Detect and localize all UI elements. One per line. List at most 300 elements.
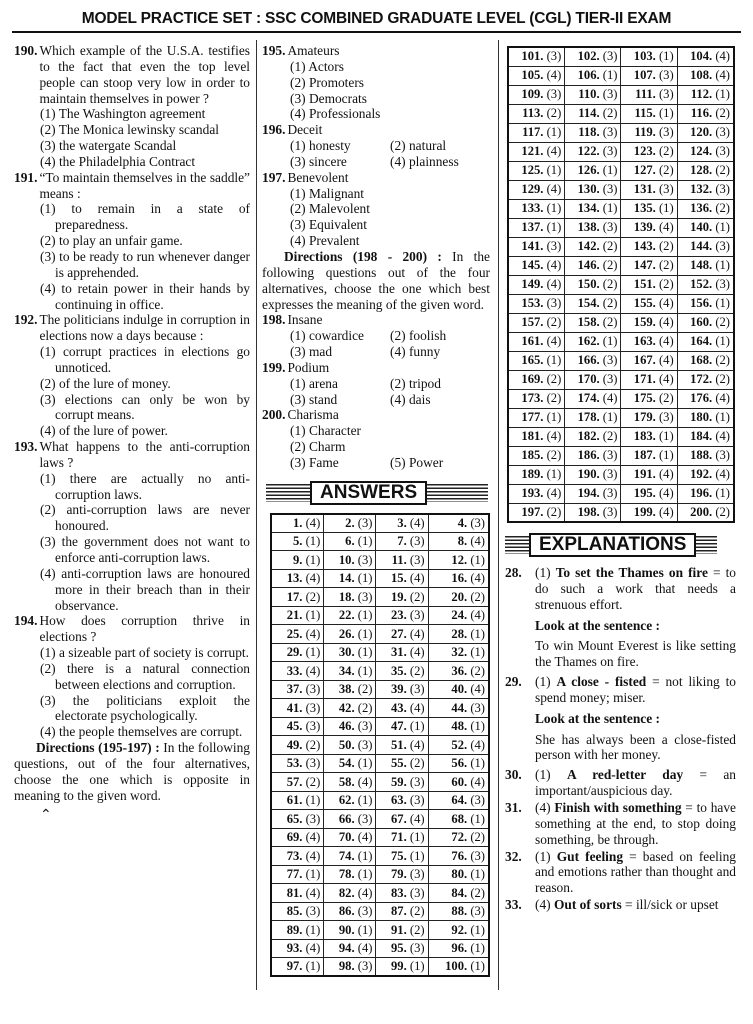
- option: (1) arena: [290, 375, 338, 391]
- answer-option: (2): [470, 885, 485, 900]
- answer-option: (2): [658, 144, 674, 158]
- answer-option: (3): [658, 410, 674, 424]
- question-text: Which example of the U.S.A. testifies to the fact that even the top level people can stoop very low in order to maintain themselves in power ?: [39, 43, 250, 106]
- option-row: [40, 724, 250, 740]
- question-number: 115.: [634, 106, 656, 120]
- answer-cell: [677, 85, 734, 104]
- answer-cell: [428, 884, 489, 903]
- answer-row: [271, 699, 489, 718]
- question-stem: [14, 439, 250, 471]
- answer-option: (1): [357, 626, 373, 641]
- explanations-heading: EXPLANATIONS: [529, 533, 696, 557]
- answer-cell: [621, 123, 677, 142]
- option-row: [40, 534, 250, 566]
- answer-row: [271, 865, 489, 884]
- option-row: [40, 645, 250, 661]
- answer-option: (3): [409, 941, 425, 956]
- options: [262, 186, 490, 249]
- question-number: 143.: [633, 239, 656, 253]
- answer-option: (1): [658, 429, 674, 443]
- question-number: 73.: [286, 848, 303, 863]
- answer-cell: [428, 625, 489, 644]
- answer-cell: [621, 237, 677, 256]
- question-stem: [14, 312, 250, 344]
- answer-option: (3): [305, 719, 321, 734]
- answer-option: (3): [409, 608, 425, 623]
- answer-cell: [324, 606, 376, 625]
- question-stem: [262, 407, 490, 423]
- option: (4) to retain power in their hands by continuing in office.: [40, 280, 250, 312]
- option: (3) the watergate Scandal: [40, 138, 177, 154]
- answer-cell: [565, 446, 621, 465]
- question-number: 63.: [390, 793, 407, 808]
- question-stem: [14, 170, 250, 202]
- question-text: What happens to the anti-corruption laws ?: [39, 439, 250, 470]
- question-number: 194.: [14, 613, 38, 629]
- answer-option: (2): [658, 258, 674, 272]
- answer-option: (1): [470, 645, 485, 660]
- answer-option: (1): [357, 663, 373, 678]
- question-number: 3.: [397, 515, 407, 530]
- question-number: 107.: [633, 68, 656, 82]
- answer-option: (1): [470, 626, 485, 641]
- question-number: 108.: [690, 68, 713, 82]
- answer-option: (3): [715, 144, 730, 158]
- answer-cell: [271, 569, 324, 588]
- option: (5) Power: [390, 454, 444, 470]
- explanation-body: [535, 674, 736, 706]
- answer-cell: [677, 408, 734, 427]
- answer-cell: [621, 199, 677, 218]
- question-number: 144.: [690, 239, 713, 253]
- question-number: 41.: [286, 700, 303, 715]
- question-number: 68.: [451, 811, 468, 826]
- answer-cell: [621, 180, 677, 199]
- answer-option: (3): [409, 867, 425, 882]
- question-number: 16.: [451, 571, 468, 586]
- question-number: 17.: [286, 589, 303, 604]
- explanation-definition: = not liking to spend money; miser.: [535, 674, 736, 705]
- left-column: [14, 43, 250, 823]
- answer-cell: [677, 104, 734, 123]
- answer-option: (1): [305, 922, 321, 937]
- question: [262, 312, 490, 360]
- question-stem: [262, 312, 490, 328]
- answer-option: (1): [357, 645, 373, 660]
- answer-cell: [376, 884, 428, 903]
- answer-cell: [508, 161, 565, 180]
- question-number: 162.: [577, 334, 600, 348]
- answer-option: (4): [470, 774, 485, 789]
- question-number: 146.: [577, 258, 600, 272]
- answer-option: (3): [546, 49, 562, 64]
- answer-cell: [565, 370, 621, 389]
- answer-cell: [271, 865, 324, 884]
- option-row: [40, 233, 250, 249]
- answer-cell: [677, 484, 734, 503]
- answer-cell: [677, 142, 734, 161]
- answer-option: (3): [357, 552, 373, 567]
- answer-row: [508, 123, 734, 142]
- answer-cell: [271, 902, 324, 921]
- question-text: Podium: [287, 359, 330, 375]
- question-stem: [262, 122, 490, 138]
- answer-cell: [376, 828, 428, 847]
- answer-option: (4): [658, 372, 674, 386]
- answer-option: (1): [470, 922, 485, 937]
- answer-option: (2): [546, 372, 562, 386]
- answer-option: (2): [715, 106, 730, 120]
- question-number: 87.: [390, 904, 407, 919]
- option: (2) there is a natural connection between elections and corruption.: [40, 660, 250, 692]
- answer-option: (3): [546, 296, 562, 310]
- question-number: 57.: [286, 774, 303, 789]
- answer-cell: [324, 939, 376, 958]
- answer-cell: [677, 370, 734, 389]
- answer-option: (1): [470, 811, 485, 826]
- answer-row: [271, 680, 489, 699]
- question-number: 45.: [286, 719, 303, 734]
- question-number: 180.: [690, 410, 713, 424]
- question-number: 195.: [633, 486, 656, 500]
- answer-cell: [324, 625, 376, 644]
- explanation-term: A close - fisted: [556, 674, 647, 690]
- answer-cell: [376, 958, 428, 977]
- answer-option: (2): [470, 830, 485, 845]
- answer-option: (1): [357, 534, 373, 549]
- answer-option: (1): [470, 552, 485, 567]
- answer-cell: [677, 389, 734, 408]
- answer-option: (1): [715, 258, 730, 272]
- directions-198-200: [262, 249, 490, 312]
- decorative-stripes: [696, 536, 717, 554]
- question-number: 182.: [577, 429, 600, 443]
- answer-cell: [376, 902, 428, 921]
- explanation-item: [505, 897, 736, 913]
- decorative-stripes: [505, 536, 529, 554]
- question-number: 81.: [286, 885, 303, 900]
- answer-option: (4): [470, 682, 485, 697]
- answer-cell: [677, 503, 734, 522]
- question-number: 12.: [451, 552, 468, 567]
- answer-cell: [565, 161, 621, 180]
- answer-cell: [271, 828, 324, 847]
- question-number: 196.: [690, 486, 713, 500]
- answer-option: (1): [409, 830, 425, 845]
- question-number: 127.: [633, 163, 656, 177]
- answer-cell: [508, 47, 565, 66]
- answer-option: (2): [602, 296, 618, 310]
- question-number: 23.: [390, 608, 407, 623]
- explanation-definition: = based on feeling and emotions rather than thought and reason.: [535, 848, 737, 896]
- answer-row: [508, 370, 734, 389]
- question-number: 152.: [690, 277, 713, 291]
- answer-option: (2): [546, 315, 562, 329]
- question-number: 84.: [451, 885, 468, 900]
- answer-option: (4): [305, 515, 321, 530]
- question: [262, 170, 490, 249]
- question: [262, 43, 490, 122]
- question-number: 91.: [390, 922, 407, 937]
- answer-option: (2): [602, 277, 618, 291]
- option: (1) to remain in a state of preparedness.: [40, 201, 250, 233]
- answer-option: (1): [546, 201, 562, 215]
- answer-cell: [508, 180, 565, 199]
- question-number: 22.: [338, 608, 355, 623]
- answer-cell: [271, 958, 324, 977]
- answer-cell: [677, 180, 734, 199]
- question-stem: [262, 43, 490, 59]
- answer-option: (3): [357, 959, 373, 974]
- answer-cell: [376, 939, 428, 958]
- question: [262, 360, 490, 408]
- answer-option: (3): [715, 277, 730, 291]
- question-number: 160.: [690, 315, 713, 329]
- option: (4) anti-corruption laws are honoured more in their breach than in their observance.: [40, 565, 250, 613]
- question-number: 132.: [690, 182, 713, 196]
- question-number: 191.: [633, 467, 656, 481]
- answer-row: [271, 551, 489, 570]
- answer-option: (1): [470, 867, 485, 882]
- answer-option: (2): [602, 315, 618, 329]
- question-number: 159.: [633, 315, 656, 329]
- option: (1) corrupt practices in elections go unnoticed.: [40, 344, 250, 375]
- answer-option: (3): [602, 87, 618, 101]
- answer-option: (3): [357, 515, 373, 530]
- answer-cell: [324, 828, 376, 847]
- option: (3) sincere: [290, 153, 347, 169]
- answer-cell: [324, 884, 376, 903]
- answer-cell: [324, 680, 376, 699]
- answer-option: (1): [357, 922, 373, 937]
- question-number: 32.: [451, 645, 468, 660]
- answer-cell: [508, 332, 565, 351]
- answer-row: [508, 332, 734, 351]
- question-number: 14.: [338, 571, 355, 586]
- answer-option: (3): [409, 682, 425, 697]
- explanation-number: 32.: [505, 848, 522, 864]
- answer-option: (1): [602, 334, 618, 348]
- question-number: 82.: [338, 885, 355, 900]
- question-number: 26.: [338, 626, 355, 641]
- answer-cell: [621, 484, 677, 503]
- answer-option: (3): [715, 448, 730, 462]
- option-row: [40, 471, 250, 503]
- answer-option: (3): [409, 534, 425, 549]
- answer-cell: [677, 275, 734, 294]
- question-number: 200.: [690, 504, 713, 519]
- question-number: 52.: [451, 737, 468, 752]
- answer-cell: [376, 717, 428, 736]
- answer-option: (3): [715, 182, 730, 196]
- question-number: 186.: [577, 448, 600, 462]
- answer-cell: [271, 773, 324, 792]
- answer-option: (3): [357, 719, 373, 734]
- answer-cell: [621, 427, 677, 446]
- answer-option: (1): [470, 719, 485, 734]
- question-number: 192.: [690, 467, 713, 481]
- middle-questions-b: [262, 312, 490, 470]
- question-number: 7.: [397, 534, 407, 549]
- answer-option: (2): [715, 315, 730, 329]
- answer-cell: [376, 625, 428, 644]
- question-number: 197.: [262, 169, 286, 185]
- answer-cell: [271, 680, 324, 699]
- question-number: 72.: [451, 830, 468, 845]
- explanation-number: 29.: [505, 674, 522, 690]
- option: (1) cowardice: [290, 328, 364, 344]
- question-number: 96.: [451, 941, 468, 956]
- question: [14, 170, 250, 313]
- question-stem: [14, 43, 250, 106]
- question-number: 94.: [338, 941, 355, 956]
- answer-option: (4): [546, 68, 562, 82]
- question-number: 176.: [690, 391, 713, 405]
- answer-cell: [621, 161, 677, 180]
- answer-cell: [271, 532, 324, 551]
- answer-cell: [565, 389, 621, 408]
- question-number: 189.: [521, 467, 544, 481]
- answer-row: [271, 717, 489, 736]
- option: (3) elections can only be won by corrupt means.: [40, 391, 250, 423]
- explanation-answer: (4): [535, 799, 551, 815]
- answer-option: (1): [602, 163, 618, 177]
- answer-cell: [324, 902, 376, 921]
- answer-option: (2): [409, 589, 425, 604]
- answer-option: (4): [546, 486, 562, 500]
- option: (3) to be ready to run whenever danger is apprehended.: [40, 248, 250, 280]
- answer-option: (1): [602, 201, 618, 215]
- question-number: 120.: [690, 125, 713, 139]
- explanations-banner: [505, 533, 717, 557]
- answer-option: (3): [658, 87, 674, 101]
- option-row: [290, 154, 490, 170]
- answer-option: (3): [305, 682, 321, 697]
- answer-cell: [565, 503, 621, 522]
- option-row: [40, 423, 250, 439]
- answer-option: (1): [305, 534, 321, 549]
- answer-option: (3): [409, 774, 425, 789]
- answer-option: (3): [357, 904, 373, 919]
- answer-cell: [428, 514, 489, 533]
- answer-cell: [508, 370, 565, 389]
- explanation-item: [505, 800, 736, 848]
- explanation-answer: (1): [535, 767, 551, 783]
- answer-cell: [376, 606, 428, 625]
- option: (2) Charm: [290, 439, 346, 455]
- answer-option: (1): [546, 125, 562, 139]
- answer-cell: [565, 332, 621, 351]
- answer-cell: [271, 791, 324, 810]
- question-number: 131.: [633, 182, 656, 196]
- question-number: 2.: [345, 515, 355, 530]
- answer-option: (2): [602, 106, 618, 120]
- answer-cell: [428, 662, 489, 681]
- option: (4) the Philadelphia Contract: [40, 153, 196, 169]
- answer-option: (3): [305, 700, 321, 715]
- answer-option: (1): [357, 571, 373, 586]
- answer-option: (2): [470, 589, 485, 604]
- answer-option: (2): [470, 663, 485, 678]
- answer-option: (1): [658, 448, 674, 462]
- answer-option: (3): [305, 756, 321, 771]
- question-number: 154.: [577, 296, 600, 310]
- answer-cell: [677, 237, 734, 256]
- left-questions: [14, 43, 250, 740]
- question-number: 187.: [633, 448, 656, 462]
- page-corner-mark: ⌃: [40, 807, 52, 823]
- answer-cell: [324, 514, 376, 533]
- question-number: 166.: [577, 353, 600, 367]
- answer-row: [271, 939, 489, 958]
- answer-cell: [428, 791, 489, 810]
- question-number: 89.: [286, 922, 303, 937]
- answer-option: (4): [658, 334, 674, 348]
- option: (1) The Washington agreement: [40, 106, 206, 122]
- answer-cell: [677, 294, 734, 313]
- question-number: 80.: [451, 867, 468, 882]
- answer-cell: [565, 294, 621, 313]
- answer-option: (2): [305, 589, 321, 604]
- answer-cell: [428, 569, 489, 588]
- question-number: 121.: [521, 144, 544, 158]
- question-number: 118.: [578, 125, 600, 139]
- answer-cell: [428, 902, 489, 921]
- question-stem: [262, 360, 490, 376]
- answer-row: [508, 256, 734, 275]
- question-number: 24.: [451, 608, 468, 623]
- answer-row: [508, 142, 734, 161]
- option-row: [290, 106, 490, 122]
- option-row: [40, 138, 250, 154]
- question-number: 79.: [390, 867, 407, 882]
- answer-option: (4): [305, 571, 321, 586]
- options: [262, 59, 490, 122]
- question-number: 163.: [633, 334, 656, 348]
- question-number: 35.: [390, 663, 407, 678]
- answer-row: [271, 921, 489, 940]
- answer-option: (1): [470, 959, 485, 974]
- answer-cell: [565, 104, 621, 123]
- option: (4) the people themselves are corrupt.: [40, 724, 243, 740]
- answer-cell: [677, 351, 734, 370]
- middle-questions-a: [262, 43, 490, 249]
- answer-option: (2): [546, 448, 562, 462]
- question-number: 29.: [286, 645, 303, 660]
- question-number: 112.: [690, 87, 713, 101]
- answer-row: [508, 351, 734, 370]
- answer-cell: [324, 754, 376, 773]
- question-number: 139.: [633, 220, 656, 234]
- options: [262, 328, 490, 360]
- answer-cell: [271, 921, 324, 940]
- answer-cell: [677, 123, 734, 142]
- question-number: 169.: [521, 372, 544, 386]
- question-number: 10.: [338, 552, 355, 567]
- question-number: 25.: [286, 626, 303, 641]
- question-number: 93.: [286, 941, 303, 956]
- question-number: 48.: [451, 719, 468, 734]
- answer-option: (1): [602, 68, 618, 82]
- option: (1) there are actually no anti-corruption laws.: [40, 470, 250, 502]
- question-number: 67.: [390, 811, 407, 826]
- answer-cell: [621, 218, 677, 237]
- question-number: 97.: [286, 959, 303, 974]
- question: [14, 613, 250, 740]
- option-row: [40, 376, 250, 392]
- question-number: 76.: [451, 848, 468, 863]
- question-number: 198.: [262, 312, 286, 328]
